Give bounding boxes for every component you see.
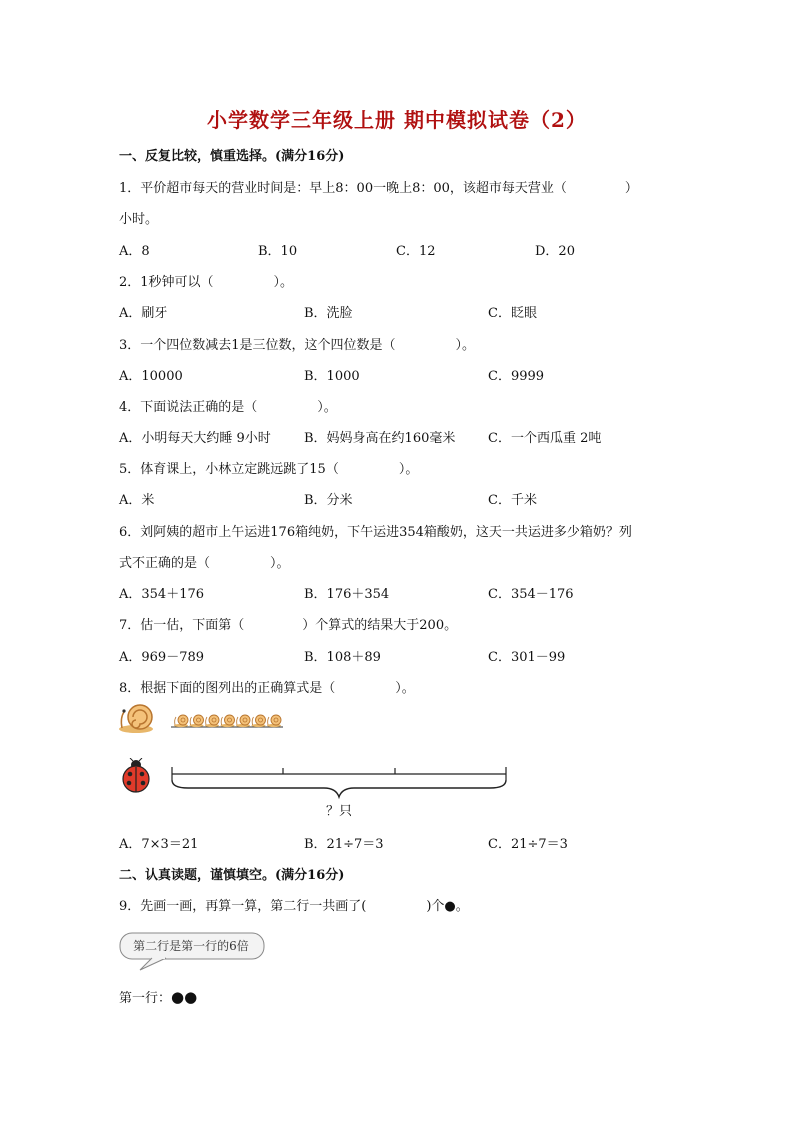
q4-option-a[interactable]: A．小明每天大约睡 9小时 xyxy=(119,431,271,446)
question-6-stem: 式不正确的是（ xyxy=(119,556,211,571)
q6-option-a[interactable]: A．354＋176 xyxy=(119,587,205,602)
question-1 xyxy=(119,177,638,196)
q4-option-c[interactable]: C．一个西瓜重 2吨 xyxy=(488,431,602,446)
question-3-stem: 3．一个四位数减去1是三位数，这个四位数是（ xyxy=(119,338,396,353)
q8-option-c[interactable]: C．21÷7＝3 xyxy=(488,837,568,852)
q7-option-a[interactable]: A．969－789 xyxy=(119,650,205,665)
small-snail-icon xyxy=(267,715,281,727)
q1-option-d[interactable]: D．20 xyxy=(535,244,575,259)
question-1-close: ） xyxy=(624,181,638,196)
q1-option-c[interactable]: C．12 xyxy=(396,244,436,259)
question-7 xyxy=(119,614,457,633)
q6-option-c[interactable]: C．354－176 xyxy=(488,587,574,602)
page-title: 小学数学三年级上册 期中模拟试卷（2） xyxy=(207,108,587,132)
question-7-close: ）个算式的结果大于200。 xyxy=(302,618,458,633)
q1-option-a[interactable]: A．8 xyxy=(119,244,150,259)
q3-option-a[interactable]: A．10000 xyxy=(119,369,183,384)
question-8 xyxy=(119,677,415,696)
q8-option-b[interactable]: B．21÷7＝3 xyxy=(304,837,384,852)
question-6-cont xyxy=(119,552,290,571)
q6-option-b[interactable]: B．176＋354 xyxy=(304,587,390,602)
q2-option-b[interactable]: B．洗脸 xyxy=(304,306,353,321)
ladybug-icon xyxy=(119,758,153,794)
brace-label: ？只 xyxy=(326,804,353,819)
q2-option-a[interactable]: A．刷牙 xyxy=(119,306,168,321)
question-6-close: ）。 xyxy=(270,556,290,571)
question-6: 6．刘阿姨的超市上午运进176箱纯奶，下午运进354箱酸奶，这天一共运进多少箱奶？列 xyxy=(119,525,632,540)
question-9-close: )个●。 xyxy=(426,899,469,914)
q5-option-a[interactable]: A．米 xyxy=(119,493,155,508)
q3-option-c[interactable]: C．9999 xyxy=(488,369,545,384)
question-2 xyxy=(119,271,293,290)
small-snail-icon xyxy=(205,715,219,727)
q5-option-b[interactable]: B．分米 xyxy=(304,493,353,508)
question-8-close: ）。 xyxy=(395,681,415,696)
q3-option-b[interactable]: B．1000 xyxy=(304,369,360,384)
question-4 xyxy=(119,396,337,415)
snail-icon xyxy=(116,700,156,734)
question-1-cont: 小时。 xyxy=(119,212,159,227)
small-snail-icon xyxy=(221,715,235,727)
question-2-close: ）。 xyxy=(273,275,294,290)
question-4-stem: 4．下面说法正确的是（ xyxy=(119,400,258,415)
brace-diagram xyxy=(168,764,512,800)
small-snail-icon xyxy=(236,715,250,727)
row-1 xyxy=(119,987,197,1006)
q1-option-b[interactable]: B．10 xyxy=(258,244,298,259)
question-9-stem: 9．先画一画，再算一算，第二行一共画了( xyxy=(119,899,367,914)
q7-option-c[interactable]: C．301－99 xyxy=(488,650,566,665)
q7-option-b[interactable]: B．108＋89 xyxy=(304,650,381,665)
question-2-stem: 2．1秒钟可以（ xyxy=(119,275,214,290)
q4-option-b[interactable]: B．妈妈身高在约160毫米 xyxy=(304,431,456,446)
q5-option-c[interactable]: C．千米 xyxy=(488,493,537,508)
section-1-heading: 一、反复比较，慎重选择。(满分16分) xyxy=(119,149,345,164)
question-7-stem: 7．估一估，下面第（ xyxy=(119,618,245,633)
snail-row xyxy=(171,710,287,730)
small-snail-icon xyxy=(252,715,266,727)
speech-bubble-text: 第二行是第一行的6倍 xyxy=(133,939,249,953)
small-snail-icon xyxy=(190,715,204,727)
section-2-heading: 二、认真读题，谨慎填空。(满分16分) xyxy=(119,868,345,883)
question-5-close: ）。 xyxy=(398,462,419,477)
question-4-close: ）。 xyxy=(317,400,337,415)
question-8-stem: 8．根据下面的图列出的正确算式是（ xyxy=(119,681,336,696)
row-1-dots: ●● xyxy=(171,988,198,1006)
q2-option-c[interactable]: C．眨眼 xyxy=(488,306,537,321)
speech-bubble xyxy=(118,932,268,972)
question-9 xyxy=(119,895,469,914)
small-snail-icon xyxy=(174,715,188,727)
row-1-label: 第一行： xyxy=(119,991,172,1006)
question-5 xyxy=(119,458,418,477)
question-3 xyxy=(119,334,475,353)
q8-option-a[interactable]: A．7×3＝21 xyxy=(119,837,199,852)
question-5-stem: 5．体育课上，小林立定跳远跳了15（ xyxy=(119,462,339,477)
question-1-stem: 1．平价超市每天的营业时间是：早上8：00一晚上8：00，该超市每天营业（ xyxy=(119,181,567,196)
question-3-close: ）。 xyxy=(455,338,476,353)
